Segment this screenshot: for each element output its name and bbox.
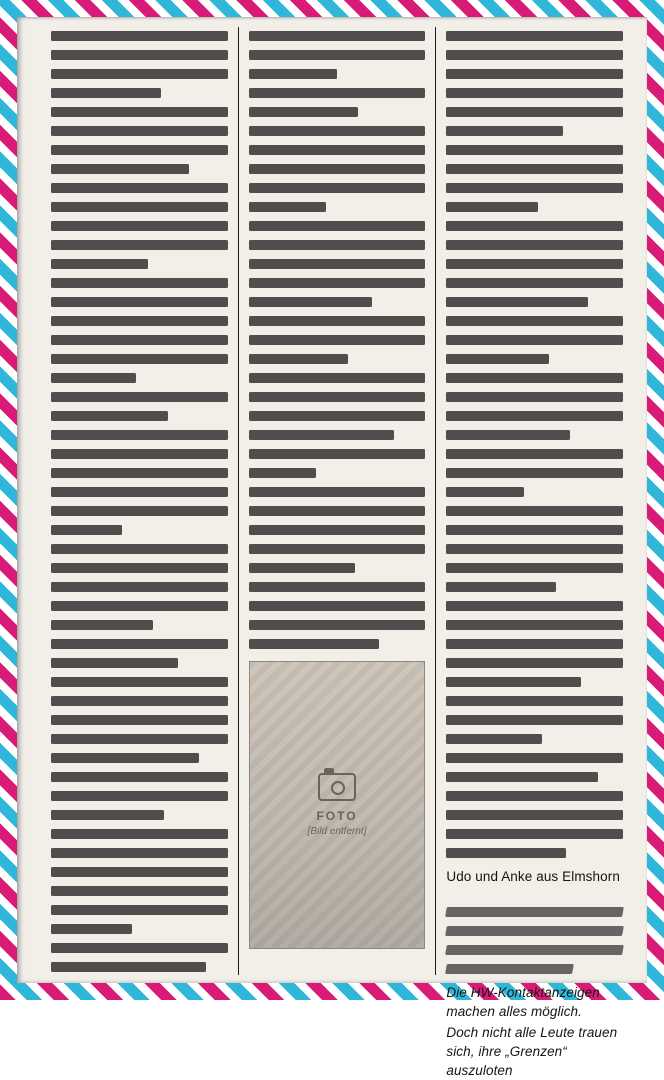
redacted-text-line (446, 392, 623, 402)
redacted-text-line (446, 259, 623, 269)
redacted-text-line (51, 582, 228, 592)
redacted-text-line (446, 639, 623, 649)
redacted-text-line (249, 487, 426, 497)
redacted-text-line (446, 658, 623, 668)
redacted-text-line (51, 449, 228, 459)
redacted-text-line (51, 639, 228, 649)
redacted-text-line (51, 183, 228, 193)
redacted-text-line (51, 164, 189, 174)
redacted-text-line (249, 506, 426, 516)
paragraph-text: Udo und Anke aus Elmshorn (446, 869, 620, 884)
redacted-text-line (446, 487, 524, 497)
text-column-1 (41, 27, 238, 975)
redacted-text-line (51, 373, 136, 383)
redacted-text-line (51, 392, 228, 402)
redacted-text-line (51, 50, 228, 60)
redacted-text-line (51, 335, 228, 345)
redacted-text-line (446, 373, 623, 383)
redacted-text-line (446, 69, 623, 79)
redacted-text-line (446, 183, 623, 193)
redacted-text-line (51, 430, 228, 440)
redacted-text-line (249, 69, 337, 79)
redacted-text-line (51, 829, 228, 839)
redacted-text-line (249, 639, 380, 649)
redacted-text-line (446, 145, 623, 155)
redacted-text-line (446, 964, 575, 974)
redacted-text-line (446, 50, 623, 60)
redacted-text-line (446, 563, 623, 573)
redacted-text-line (446, 753, 623, 763)
redacted-text-line (446, 926, 624, 936)
redacted-text-line (249, 544, 426, 554)
paragraph-text: Die HW-Kontaktanzeigen machen alles möglich. (446, 985, 600, 1019)
redacted-text-line (446, 202, 538, 212)
redacted-text-line (249, 316, 426, 326)
redacted-text-line (51, 69, 228, 79)
redacted-text-line (51, 316, 228, 326)
redacted-text-line (446, 221, 623, 231)
redacted-text-line (51, 297, 228, 307)
magazine-page (17, 17, 647, 1078)
redacted-text-line (51, 810, 164, 820)
redacted-text-line (446, 582, 556, 592)
redacted-text-line (249, 449, 426, 459)
redacted-text-line (446, 715, 623, 725)
redacted-text-line (51, 620, 153, 630)
redacted-text-line (249, 240, 426, 250)
redacted-text-line (446, 848, 566, 858)
redacted-text-line (446, 164, 623, 174)
redacted-text-line (446, 126, 563, 136)
redacted-text-line (249, 88, 426, 98)
redacted-text-line (446, 696, 623, 706)
redacted-text-line (446, 810, 623, 820)
redacted-text-line (51, 677, 228, 687)
redacted-text-line (249, 582, 426, 592)
camera-icon (318, 773, 356, 801)
redacted-text-line (446, 278, 623, 288)
redacted-text-line (249, 430, 394, 440)
redacted-text-line (51, 924, 132, 934)
redacted-text-line (249, 525, 426, 535)
redacted-text-line (51, 221, 228, 231)
redacted-text-line (51, 772, 228, 782)
photo-redacted (249, 661, 426, 949)
redacted-text-line (51, 696, 228, 706)
redacted-text-line (51, 240, 228, 250)
redacted-text-line (51, 107, 228, 117)
paragraph-text: Doch nicht alle Leute trauen sich, ihre „Grenzen“ auszuloten (446, 1025, 618, 1078)
redacted-text-line (446, 411, 623, 421)
redacted-text-line (446, 734, 541, 744)
redacted-text-line (249, 259, 426, 269)
redacted-text-line (249, 601, 426, 611)
text-column-2 (238, 27, 436, 975)
redacted-text-line (51, 259, 148, 269)
redacted-text-line (446, 506, 623, 516)
column-layout (41, 27, 633, 1078)
redacted-text-line (249, 164, 426, 174)
redacted-text-line (446, 430, 570, 440)
redacted-text-line (51, 31, 228, 41)
redacted-text-line (51, 563, 228, 573)
redacted-text-line (51, 202, 228, 212)
redacted-text-line (446, 525, 623, 535)
redacted-text-line (51, 734, 228, 744)
redacted-text-line (249, 278, 426, 288)
redacted-text-line (446, 335, 623, 345)
redacted-text-line (51, 487, 228, 497)
redacted-text-line (51, 886, 228, 896)
redacted-text-line (51, 791, 228, 801)
redacted-text-line (51, 411, 168, 421)
photo-label: FOTO (316, 808, 358, 823)
redacted-text-line (446, 107, 623, 117)
redacted-text-line (51, 544, 228, 554)
photo-redaction-note: [Bild entfernt] (307, 825, 367, 837)
redacted-text-line (446, 354, 548, 364)
redacted-text-line (249, 145, 426, 155)
redacted-text-line (51, 126, 228, 136)
redacted-text-line (249, 31, 426, 41)
redacted-text-line (446, 297, 587, 307)
redacted-text-line (446, 240, 623, 250)
redacted-text-line (249, 202, 327, 212)
paragraph-gap (446, 888, 623, 907)
redacted-text-line (51, 658, 178, 668)
redacted-text-line (51, 943, 228, 953)
redacted-text-line (446, 945, 624, 955)
redacted-text-line (51, 867, 228, 877)
redacted-text-line (249, 468, 316, 478)
redacted-text-line (446, 601, 623, 611)
redacted-text-line (446, 772, 598, 782)
redacted-text-line (249, 221, 426, 231)
redacted-text-line (51, 506, 228, 516)
redacted-text-line (446, 544, 623, 554)
redacted-text-line (249, 392, 426, 402)
redacted-text-line (446, 829, 623, 839)
redacted-text-line (51, 848, 228, 858)
redacted-text-line (51, 278, 228, 288)
redacted-text-line (446, 907, 624, 917)
redacted-text-line (249, 335, 426, 345)
redacted-text-line (446, 791, 623, 801)
text-column-3 (435, 27, 633, 1078)
redacted-text-line (51, 962, 206, 972)
redacted-text-line (51, 354, 228, 364)
redacted-text-line (249, 107, 359, 117)
redacted-text-line (446, 316, 623, 326)
redacted-text-line (249, 50, 426, 60)
redacted-text-line (51, 905, 228, 915)
redacted-text-line (51, 715, 228, 725)
redacted-text-line (249, 620, 426, 630)
redacted-text-line (51, 88, 161, 98)
redacted-text-line (249, 411, 426, 421)
redacted-text-line (446, 449, 623, 459)
redacted-text-line (446, 468, 623, 478)
redacted-text-line (446, 31, 623, 41)
redacted-text-line (446, 88, 623, 98)
redacted-text-line (249, 126, 426, 136)
redacted-text-line (51, 753, 199, 763)
redacted-text-line (51, 145, 228, 155)
redacted-text-line (51, 601, 228, 611)
redacted-text-line (446, 677, 580, 687)
redacted-text-line (249, 373, 426, 383)
redacted-text-line (249, 563, 355, 573)
redacted-text-line (51, 468, 228, 478)
redacted-text-line (249, 354, 348, 364)
redacted-text-line (446, 620, 623, 630)
redacted-text-line (51, 525, 122, 535)
redacted-text-line (249, 183, 426, 193)
redacted-text-line (249, 297, 373, 307)
